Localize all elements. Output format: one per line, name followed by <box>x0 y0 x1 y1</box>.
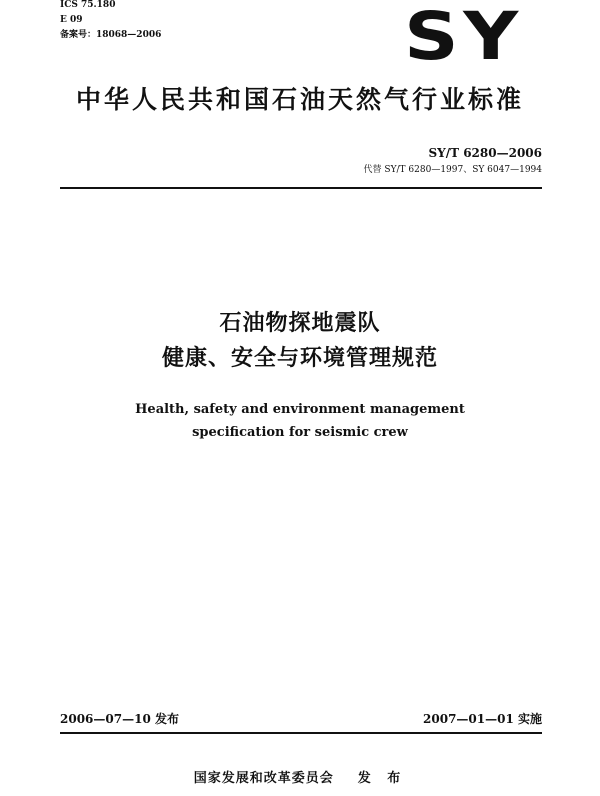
standard-number: SY/T 6280—2006 <box>428 146 542 160</box>
chinese-title-line-2: 健康、安全与环境管理规范 <box>161 346 438 371</box>
sy-logo: SY <box>404 0 523 75</box>
standard-org-title: 中华人民共和国石油天然气行业标准 <box>75 85 524 114</box>
english-title-line-2: specification for seismic crew <box>192 425 408 440</box>
implementation-date: 2007—01—01 实施 <box>423 712 542 726</box>
chinese-title-line-1: 石油物探地震队 <box>219 311 381 336</box>
issue-date: 2006—07—10 发布 <box>60 712 179 726</box>
top-divider <box>60 187 542 189</box>
english-title-line-1: Health, safety and environment management <box>135 402 465 417</box>
classification-code: E 09 <box>60 15 83 25</box>
record-number: 备案号：18068—2006 <box>60 30 162 40</box>
publisher-line <box>0 770 600 787</box>
publisher-name: 国家发展和改革委员会 <box>193 771 334 786</box>
publish-word: 发 布 <box>357 771 407 786</box>
bottom-divider <box>60 732 542 734</box>
replaces-note: 代替 SY/T 6280—1997、SY 6047—1994 <box>363 165 542 175</box>
ics-code: ICS 75.180 <box>60 0 116 10</box>
